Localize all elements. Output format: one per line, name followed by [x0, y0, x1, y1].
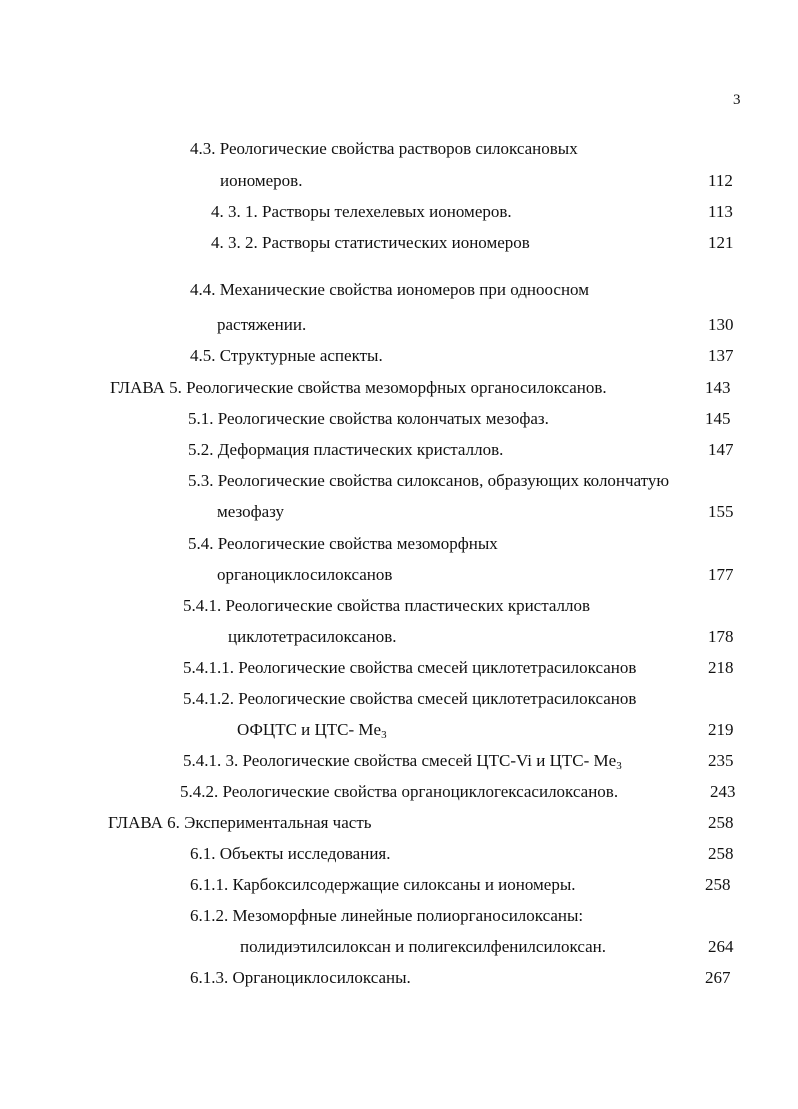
toc-chapter-5: ГЛАВА 5. Реологические свойства мезоморфных органосилоксанов.	[110, 378, 607, 397]
toc-entry-5-4-1-1: 5.4.1.1. Реологические свойства смесей циклотетрасилоксанов	[183, 658, 637, 677]
toc-page-number: 155	[708, 502, 734, 521]
toc-page-number: 121	[708, 233, 734, 252]
toc-page-number: 113	[708, 202, 733, 221]
toc-entry-5-4-1: 5.4.1. Реологические свойства пластических кристаллов	[183, 596, 591, 615]
toc-page-number: 130	[708, 315, 734, 334]
toc-entry-4-3-2: 4. 3. 2. Растворы статистических иономеров	[211, 233, 530, 252]
toc-page-number: 177	[708, 565, 734, 584]
toc-entry-6-1-1: 6.1.1. Карбоксилсодержащие силоксаны и иономеры.	[190, 875, 576, 894]
toc-entry-6-1-2-cont: полидиэтилсилоксан и полигексилфенилсилоксан.	[240, 937, 607, 956]
toc-entry-4-3: 4.3. Реологические свойства растворов силоксановых	[190, 139, 578, 158]
toc-entry-5-4-cont: органоциклосилоксанов	[217, 565, 393, 584]
toc-page-number: 218	[708, 658, 734, 677]
toc-page-number: 235	[708, 751, 734, 770]
toc-page-number: 243	[710, 782, 736, 801]
toc-page-number: 258	[708, 844, 734, 863]
toc-page-number: 219	[708, 720, 734, 739]
toc-entry-4-5: 4.5. Структурные аспекты.	[190, 346, 383, 365]
toc-entry-5-4-1-2-cont	[237, 720, 387, 740]
toc-entry-5-3-cont: мезофазу	[217, 502, 285, 521]
toc-page-number: 267	[705, 968, 731, 987]
toc-entry-5-4-2: 5.4.2. Реологические свойства органоциклогексасилоксанов.	[180, 782, 619, 801]
subscript: 3	[381, 729, 387, 741]
toc-page-number: 264	[708, 937, 734, 956]
toc-entry-5-4-1-2: 5.4.1.2. Реологические свойства смесей циклотетрасилоксанов	[183, 689, 637, 708]
toc-page-number: 258	[708, 813, 734, 832]
toc-page-number: 145	[705, 409, 731, 428]
toc-entry-5-1: 5.1. Реологические свойства колончатых мезофаз.	[188, 409, 549, 428]
toc-page-number: 143	[705, 378, 731, 397]
toc-entry-5-4-1-cont: циклотетрасилоксанов.	[228, 627, 397, 646]
toc-entry-6-1-3: 6.1.3. Органоциклосилоксаны.	[190, 968, 411, 987]
toc-chapter-6: ГЛАВА 6. Экспериментальная часть	[108, 813, 372, 832]
toc-entry-text: 5.4.1. 3. Реологические свойства смесей ЦТС-Vi и ЦТС- Me	[183, 751, 617, 770]
toc-entry-5-4-1-3	[183, 751, 622, 771]
toc-entry-4-4-cont: растяжении.	[217, 315, 307, 334]
toc-page-number: 258	[705, 875, 731, 894]
toc-page-number: 112	[708, 171, 733, 190]
page-number: 3	[733, 92, 741, 108]
toc-entry-4-4: 4.4. Механические свойства иономеров при одноосном	[190, 280, 589, 299]
subscript: 3	[616, 760, 622, 772]
toc-entry-5-3: 5.3. Реологические свойства силоксанов, образующих колончатую	[188, 471, 670, 490]
toc-entry-4-3-cont: иономеров.	[220, 171, 303, 190]
toc-entry-5-4: 5.4. Реологические свойства мезоморфных	[188, 534, 498, 553]
toc-entry-6-1-2: 6.1.2. Мезоморфные линейные полиорганосилоксаны:	[190, 906, 584, 925]
toc-page-number: 147	[708, 440, 734, 459]
toc-entry-text: ОФЦТС и ЦТС- Me	[237, 720, 382, 739]
toc-entry-6-1: 6.1. Объекты исследования.	[190, 844, 391, 863]
toc-page-number: 137	[708, 346, 734, 365]
toc-entry-4-3-1: 4. 3. 1. Растворы телехелевых иономеров.	[211, 202, 512, 221]
toc-page-number: 178	[708, 627, 734, 646]
toc-entry-5-2: 5.2. Деформация пластических кристаллов.	[188, 440, 504, 459]
